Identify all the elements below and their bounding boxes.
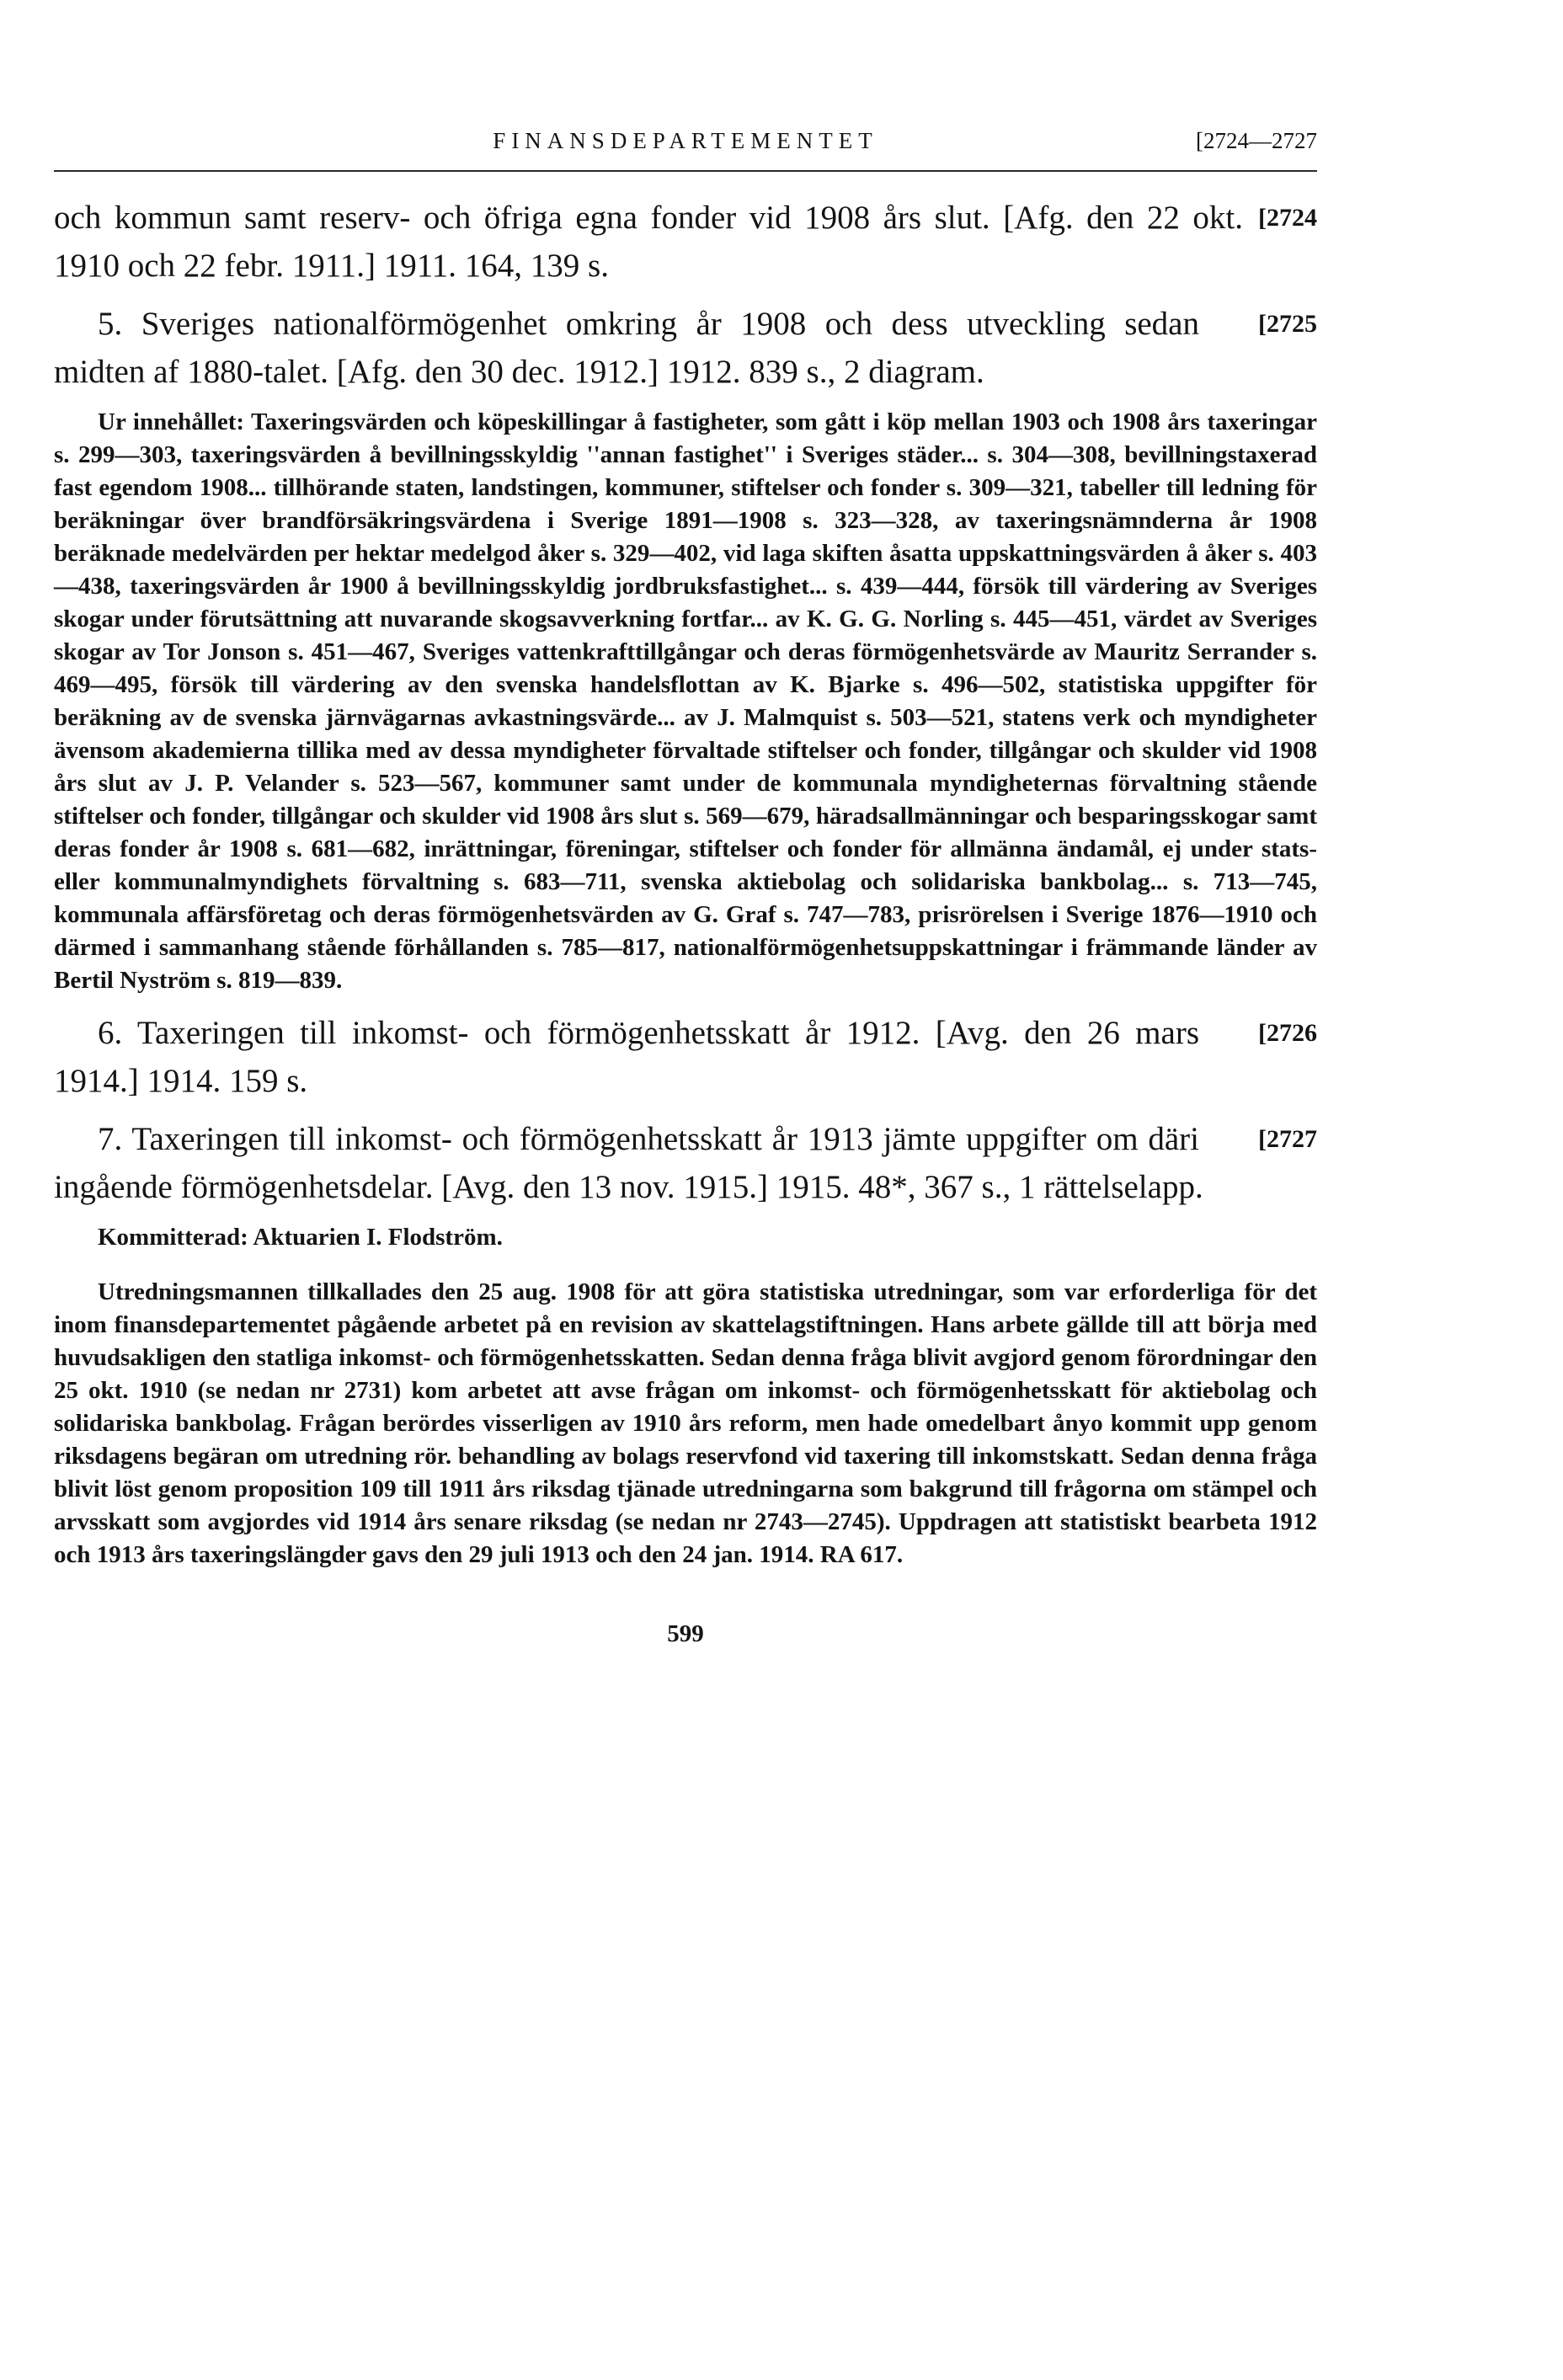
entry-2727 [54, 1115, 1317, 1211]
document-page [54, 118, 1317, 1648]
entry-2724 [54, 194, 1317, 290]
entry-text: 7. Taxeringen till inkomst- och förmögenhetsskatt år 1913 jämte uppgifter om däri ingående förmögenhetsdelar. [Avg. den 13 nov. 1915.] 1915. 48*, 367 s., 1 rättelselapp. [54, 1121, 1203, 1205]
entry-2726 [54, 1009, 1317, 1105]
entry-text: 6. Taxeringen till inkomst- och förmögenhetsskatt år 1912. [Avg. den 26 mars 1914.] 1914. 159 s. [54, 1015, 1199, 1099]
page-number: 599 [667, 1620, 704, 1647]
entry-text: 5. Sveriges nationalförmögenhet omkring år 1908 och dess utveckling sedan midten af 1880-talet. [Afg. den 30 dec. 1912.] 1912. 839 s., 2 diagram. [54, 306, 1199, 390]
page-header [54, 118, 1317, 165]
entry-text: och kommun samt reserv- och öfriga egna fonder vid 1908 års slut. [Afg. den 22 okt. 1910 och 22 febr. 1911.] 1911. 164, 139 s. [54, 200, 1243, 284]
entry-ref: [2726 [1258, 1019, 1317, 1047]
committee-line: Kommitterad: Aktuarien I. Flodström. [98, 1224, 503, 1251]
entry-ref: [2725 [1258, 310, 1317, 338]
running-title: FINANSDEPARTEMENTET [493, 128, 878, 153]
contents-summary: Ur innehållet: Taxeringsvärden och köpeskillingar å fastigheter, som gått i köp mellan 1903 och 1908 års taxeringar s. 299—303, taxeringsvärden å bevillningsskyldig ''annan fastighet'' i Sveriges städer... s. 304—308, bevillningstaxerad fast egendom 1908... tillhörande staten, landstingen, kommuner, stiftelser och fonder s. 309—321, tabeller till ledning för beräkningar över brandförsäkringsvärdena i Sverige 1891—1908 s. 323—328, av taxeringsnämnderna år 1908 beräknade medelvärden per hektar medelgod åker s. 329—402, vid laga skiften åsatta uppskattningsvärden å åker s. 403—438, taxeringsvärden år 1900 å bevillningsskyldig jordbruksfastighet... s. 439—444, försök till värdering av Sveriges skogar under förutsättning att nuvarande skogsavverkning fortfar... av K. G. G. Norling s. 445—451, värdet av Sveriges skogar av Tor Jonson s. 451—467, Sveriges vattenkrafttillgångar och deras förmögenhetsvärde av Mauritz Serrander s. 469—495, försök till värdering av den svenska handelsflottan av K. Bjarke s. 496—502, statistiska uppgifter för beräkning av de svenska järnvägarnas avkastningsvärde... av J. Malmquist s. 503—521, statens verk och myndigheter ävensom akademierna tillika med av dessa myndigheter förvaltade stiftelser och fonder, tillgångar och skulder vid 1908 års slut av J. P. Velander s. 523—567, kommuner samt under de kommunala myndigheternas förvaltning stående stiftelser och fonder, tillgångar och skulder vid 1908 års slut s. 569—679, häradsallmänningar och besparingsskogar samt deras fonder år 1908 s. 681—682, inrättningar, föreningar, stiftelser och fonder för allmänna ändamål, ej under stats- eller kommunalmyndighets förvaltning s. 683—711, svenska aktiebolag och solidariska bankbolag... s. 713—745, kommunala affärsföretag och deras förmögenhetsvärden av G. Graf s. 747—783, prisrörelsen i Sverige 1876—1910 och därmed i sammanhang stående förhållanden s. 785—817, nationalförmögenhetsuppskattningar i främmande länder av Bertil Nyström s. 819—839. [54, 408, 1317, 994]
entry-ref: [2724 [1258, 204, 1317, 232]
commentary-paragraph: Utredningsmannen tillkallades den 25 aug. 1908 för att göra statistiska utredningar, som var erforderliga för det inom finansdepartementet pågående arbetet på en revision av skattelagstiftningen. Hans arbete gällde till att börja med huvudsakligen den statliga inkomst- och förmögenhetsskatten. Sedan denna fråga blivit avgjord genom förordningar den 25 okt. 1910 (se nedan nr 2731) kom arbetet att avse frågan om inkomst- och förmögenhetsskatt för aktiebolag och solidariska bankbolag. Frågan berördes visserligen av 1910 års reform, men hade omedelbart ånyo kommit upp genom riksdagens begäran om utredning rör. behandling av bolags reservfond vid taxering till inkomstskatt. Sedan denna fråga blivit löst genom proposition 109 till 1911 års riksdag tjänade utredningarna som bakgrund till frågorna om stämpel och arvsskatt som avgjordes vid 1914 års senare riksdag (se nedan nr 2743—2745). Uppdragen att statistiskt bearbeta 1912 och 1913 års taxeringslängder gavs den 29 juli 1913 och den 24 jan. 1914. RA 617. [54, 1278, 1317, 1568]
entry-2725 [54, 300, 1317, 396]
entry-range: [2724—2727 [1196, 128, 1317, 153]
header-rule [54, 170, 1317, 172]
entry-ref: [2727 [1258, 1125, 1317, 1153]
